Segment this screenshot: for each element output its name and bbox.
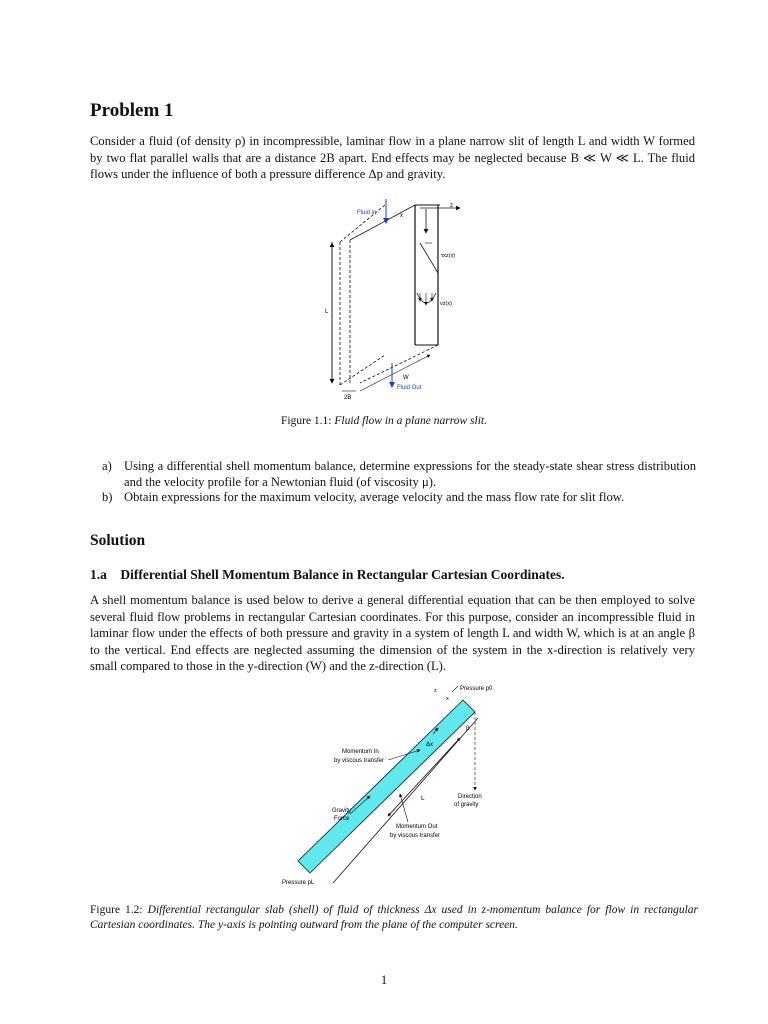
fig1-tau-label: τxz(x) [441,253,456,259]
fig2-direction-label-2: of gravity [454,802,479,808]
figure-1-1-caption [0,414,768,429]
figure-1-2-caption-text: Differential rectangular slab (shell) of fluid of thickness Δx used in z-momentum balance for flow in rectangular Cartesian coordinates. The y-axis is pointing outward from the plane of the computer screen. [90,904,698,931]
section-1a-title: 1.a Differential Shell Momentum Balance in Rectangular Cartesian Coordinates. [90,567,565,582]
question-a-marker: a) [102,459,112,473]
fig1-z-axis-label: z [450,203,453,209]
fluid-slab [298,700,475,873]
figure-1-1-caption-prefix: Figure 1.1: [281,415,332,427]
fig1-2B-label: 2B [344,395,352,401]
fig2-z-label: z [434,688,437,694]
fig1-vz-label: vz(x) [440,301,452,307]
fig2-direction-label-1: Direction [458,794,482,800]
fig1-W-label: W [403,375,409,381]
solution-title: Solution [90,532,146,549]
question-a [102,459,696,490]
fig1-L-label: L [325,309,329,315]
fig1-x-axis-label: x [400,213,403,219]
fig2-pressure-p0-label: Pressure p0 [460,686,493,692]
figure-1-2-caption-prefix: Figure 1.2: [90,904,143,916]
problem-intro: Consider a fluid (of density ρ) in incompressible, laminar flow in a plane narrow slit of length L and width W formed by two flat parallel walls that are a distance 2B apart. End effects may be neglected because B ≪ W ≪ L. The fluid flows under the influence of both a pressure difference Δp and gravity. [90,134,695,182]
fig2-x-label: x [446,696,449,702]
page-number: 1 [380,973,388,987]
fig2-momentum-out-2: by viscous transfer [390,833,441,839]
question-a-text: Using a differential shell momentum balance, determine expressions for the steady-state shear stress distribution and the velocity profile for a Newtonian fluid (of viscosity μ). [124,459,696,489]
fig2-momentum-in-2: by viscous transfer [334,758,385,764]
fig2-dx-label: Δx [426,742,434,748]
problem-title: Problem 1 [90,100,174,121]
question-list [102,459,696,506]
fig2-beta-label: β [466,726,470,732]
fig2-gravity-label-2: Force [334,816,350,822]
fig2-momentum-out-1: Momentum Out [396,824,438,830]
question-b-text: Obtain expressions for the maximum velocity, average velocity and the mass flow rate for slit flow. [124,490,625,504]
fig2-L-label: L [421,795,425,802]
figure-1-2-caption [90,903,698,933]
solution-body: A shell momentum balance is used below to derive a general differential equation that can be then employed to solve several fluid flow problems in rectangular Cartesian coordinates. For this purpose, consider an incompressible fluid in laminar flow under the effects of both pressure and gravity in a system of length L and width W, which is at an angle β to the vertical. End effects are neglected assuming the dimension of the system in the x-direction is relatively very small compared to those in the y-direction (W) and the z-direction (L). [90,593,695,674]
fig1-fluid-out-label: Fluid Out [397,385,422,391]
fig1-fluid-in-label: Fluid in [357,210,377,216]
question-b [102,490,696,506]
fig2-pressure-pl-label: Pressure pL [282,880,315,886]
figure-1-1-caption-text: Fluid flow in a plane narrow slit. [334,415,487,427]
fig2-gravity-label-1: Gravity [332,808,352,814]
figure-1-2-slab-diagram [278,678,508,893]
figure-1-1-slit-diagram [320,195,460,405]
question-b-marker: b) [102,490,113,504]
fig2-momentum-in-1: Momentum In [342,749,379,755]
